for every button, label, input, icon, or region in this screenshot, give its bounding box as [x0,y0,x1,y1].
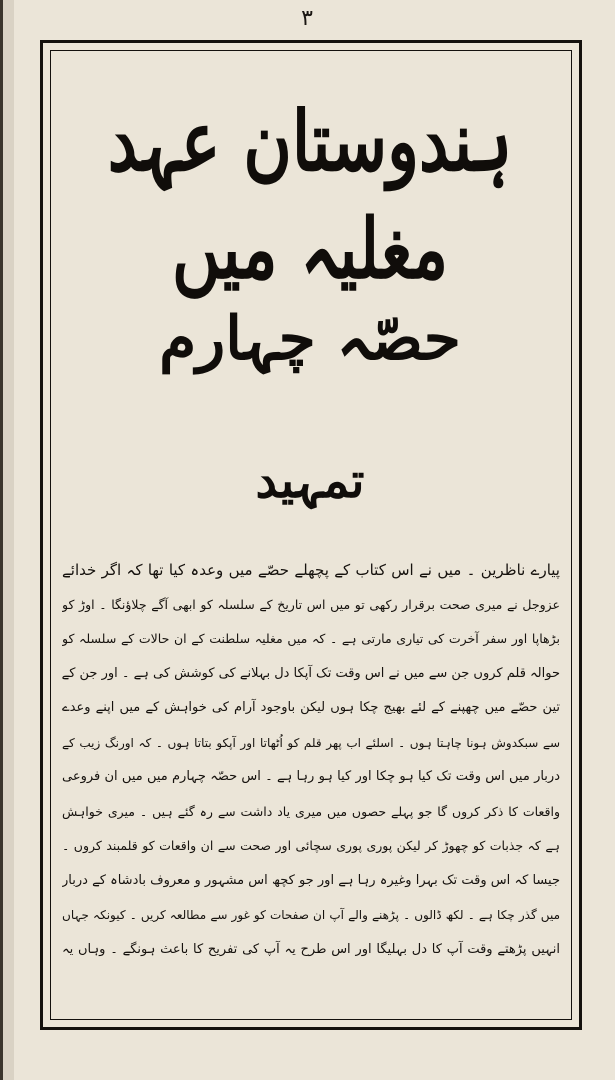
body-line: ہے کہ جذبات کو چھوڑ کر لیکن پوری پوری سچائی اور صحت سے ان واقعات کو قلمبند کروں ۔ [62,838,560,853]
page-edge [0,0,14,1080]
body-line: واقعات کا ذکر کروں گا جو پہلے حصوں میں میری یاد داشت سے رہ گئے ہیں ۔ میری خواہش [62,803,560,819]
body-line: بڑھاپا اور سفر آخرت کی تیاری مارتی ہے ۔ کہ میں مغلیہ سلطنت کے ان حالات کے سلسلہ کو [62,631,560,646]
section-heading: تمہید [255,453,365,509]
body-line: جیسا کہ اس وقت تک بہرا وغیرہ رہا ہے اور جو کچھ اس مشہور و معروف بادشاہ کے دربار [62,872,560,888]
book-title: ہندوستان عہد مغلیہ میں [107,92,513,298]
body-line: سے سبکدوش ہونا چاہتا ہوں ۔ اسلئے اب پھر قلم کو اُٹھاتا اور آپکو بتاتا ہوں ۔ کہ اورنگ زیب کے [62,735,560,750]
body-line: میں گذر چکا ہے ۔ لکھ ڈالوں ۔ پڑھنے والے آپ ان صفحات کو غور سے مطالعہ کریں ۔ کیونکہ جہاں [62,908,560,922]
body-line: دربار میں اس وقت تک کیا ہو چکا اور کیا ہو رہا ہے ۔ اس حصّہ چہارم میں میں ان فروعی [62,769,560,784]
page-number: ۳ [301,6,313,31]
body-line: عزوجل نے میری صحت برقرار رکھی تو میں اس تاریخ کے سلسلہ کو ابھی آگے چلاؤنگا ۔ اوڑ کو [62,596,560,612]
body-line: حوالہ قلم کروں جن سے میں نے اس وقت تک آپکا دل بہلانے کی کوشش کی ہے ۔ اور جن کے [62,665,560,681]
body-line: پیارے ناظرین ۔ میں نے اس کتاب کے پچھلے حصّے میں وعدہ کیا تھا کہ اگر خدائے [62,561,560,579]
body-line: انہیں پڑھتے وقت آپ کا دل بہلیگا اور اس طرح یہ آپ کی تفریح کا باعث ہونگے ۔ وہاں یہ [62,941,560,957]
body-line: تین حصّے میں چھپنے کے لئے بھیج چکا ہوں لیکن باوجود آرام کی خواہش کے میں اپنے وعدے [62,700,560,715]
part-heading: حصّہ چہارم [159,304,461,374]
body-text [62,553,560,967]
